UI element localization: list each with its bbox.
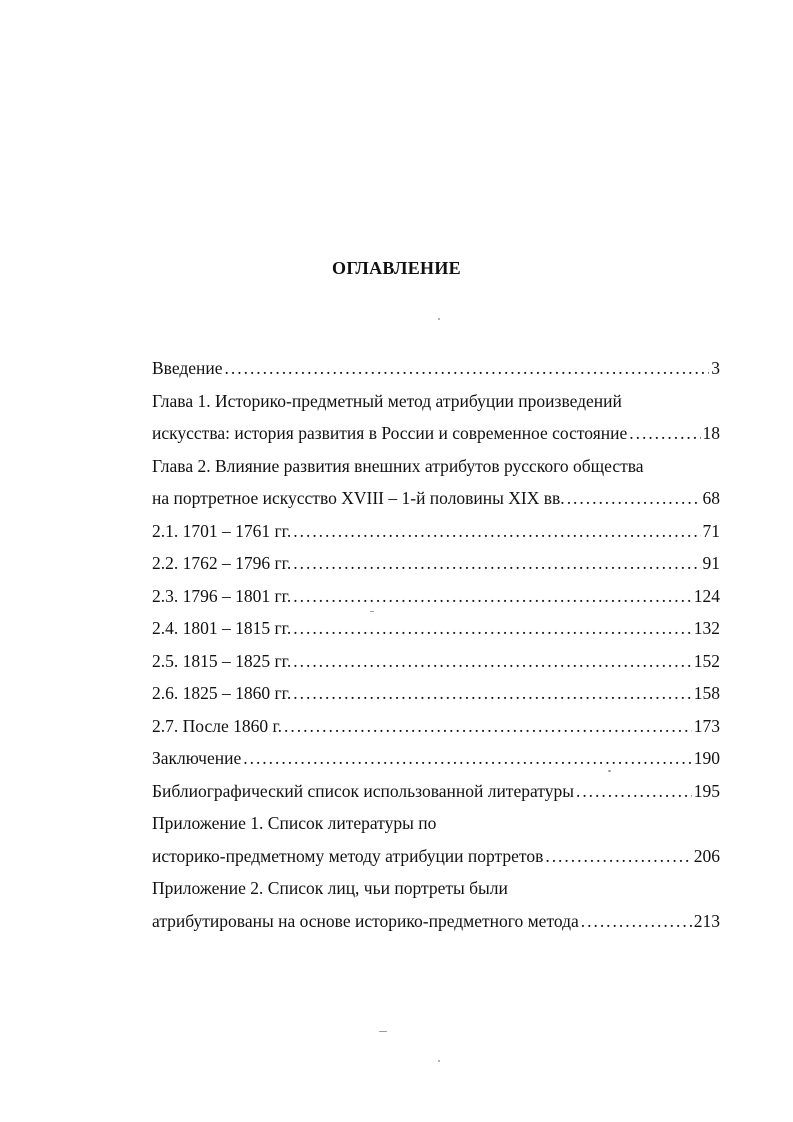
toc-page-number: 213 [693,910,720,931]
dot-leader [282,710,692,743]
toc-entry-appendix-2-line-2 [152,905,720,938]
dot-leader [291,677,691,710]
toc-entry-chapter-1-line-2 [152,417,720,450]
dot-leader [579,905,692,938]
toc-page-number: 71 [702,520,720,541]
toc-entry-text: 2.2. 1762 – 1796 гг. [152,553,292,573]
toc-page-number: 206 [693,845,720,866]
toc-entry-section-2-5 [152,645,720,678]
toc-entry-conclusion [152,742,720,775]
dot-leader [291,580,691,613]
toc-entry-text: искусства: история развития в России и современное состояние [152,423,628,443]
toc-entry-appendix-1-line-1: Приложение 1. Список литературы по [152,813,437,833]
scan-speck [379,1031,387,1032]
toc-page-number: 190 [693,748,720,768]
toc-entry-text: 2.5. 1815 – 1825 гг. [152,650,292,671]
toc-entry-text: 2.1. 1701 – 1761 гг. [152,520,292,541]
page-title: ОГЛАВЛЕНИЕ [332,258,461,278]
toc-entry-appendix-2-line-1: Приложение 2. Список лиц, чьи портреты были [152,878,508,898]
toc-entry-text: Заключение [152,748,242,768]
toc-entry-section-2-4 [152,612,720,645]
toc-entry-chapter-2-line-1: Глава 2. Влияние развития внешних атрибутов русского общества [152,455,644,476]
toc-page-number: 3 [711,358,720,378]
dot-leader [543,840,691,873]
toc-entry-section-2-2 [152,547,720,580]
toc-entry-chapter-1-line-1: Глава 1. Историко-предметный метод атрибуции произведений [152,390,622,411]
scan-speck [608,770,611,772]
dot-leader [574,775,692,808]
scan-speck [438,1060,440,1062]
toc-page-number: 91 [702,553,720,573]
dot-leader [291,547,700,580]
toc-page-number: 152 [693,650,720,671]
toc-entry-section-2-6 [152,677,720,710]
toc-page-number: 132 [693,618,720,638]
toc-entry-text: на портретное искусство XVIII – 1-й половины XIX вв. [152,488,565,508]
toc-page-number: 173 [693,715,720,736]
toc-entry-text: историко-предметному методу атрибуции портретов [152,845,544,866]
dot-leader [223,352,710,385]
toc-entry-bibliography [152,775,720,808]
toc-page-number: 68 [702,488,720,508]
toc-page-number: 124 [693,585,720,606]
toc-entry-chapter-2-line-2 [152,482,720,515]
toc-entry-text: атрибутированы на основе историко-предметного метода [152,910,579,931]
toc-page-number: 158 [693,683,720,703]
toc-entry-text: 2.7. После 1860 г. [152,715,283,736]
dot-leader [241,742,692,775]
scan-speck [438,318,440,320]
toc-page-number: 195 [693,780,720,801]
toc-entry-text: 2.6. 1825 – 1860 гг. [152,683,292,703]
toc-entry-appendix-1-line-2 [152,840,720,873]
toc-entry-text: 2.4. 1801 – 1815 гг. [152,618,292,638]
toc-entry-section-2-1 [152,515,720,548]
toc-entry-text: Библиографический список использованной литературы [152,780,574,801]
toc-entry-introduction [152,352,720,385]
dot-leader [291,612,691,645]
dot-leader [291,515,700,548]
toc-entry-section-2-3 [152,580,720,613]
scan-speck [370,611,374,612]
toc-entry-section-2-7 [152,710,720,743]
toc-entry-text: 2.3. 1796 – 1801 гг. [152,585,292,606]
toc-page-number: 18 [702,423,720,443]
toc-entry-text: Введение [152,358,223,378]
dot-leader [627,417,700,450]
dot-leader [291,645,691,678]
table-of-contents [152,352,720,937]
dot-leader [565,482,701,515]
